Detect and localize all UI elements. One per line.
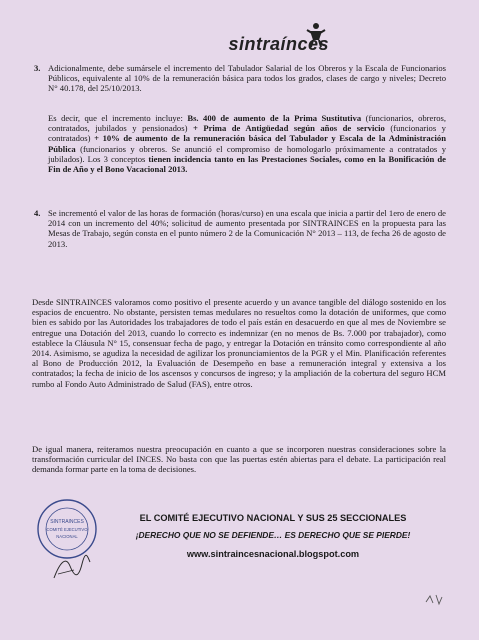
es-decir-paragraph [48,113,446,174]
stamp-text: COMITÉ EJECUTIVO [46,527,88,532]
es-decir-bold: Bs. 400 de aumento de la Prima Sustitutiva [187,113,362,123]
item-3 [34,63,446,94]
logo-text: sintraínces [228,34,329,54]
handwritten-mark-icon [424,592,444,606]
item-number: 4. [34,208,41,218]
footer-slogan: ¡DERECHO QUE NO SE DEFIENDE… ES DERECHO QUE SE PIERDE! [135,530,411,540]
footer-committee: EL COMITÉ EJECUTIVO NACIONAL Y SUS 25 SECCIONALES [139,513,407,523]
paragraph-desde: Desde SINTRAINCES valoramos como positivo el presente acuerdo y un avance tangible del diálogo sostenido en los espacios de encuentro. No obstante, persisten temas medulares no resueltos como la dotación de uniformes, que como bien es sabido por las Autoridades los trabajadores de todo el país están en desacuerdo en que al mes de Noviembre se entregue una Dotación del 2013, cuando lo correcto es indemnizar (en no menos de Bs. 7.000 por trabajador), como establece la Cláusula N° 15, consensuar fecha de pago, y entregar la Dotación en tránsito como correspondiente al año 2014. Asimismo, se agudiza la necesidad de agilizar los pronunciamientos de la PGR y el Min. Planificación referentes al Bono de Producción 2012, la Evaluación de Desempeño en base a remuneración integral y extensiva a los contratados; la fecha de inicio de los ascensos y concursos de ingreso; y la ampliación de la cobertura del seguro HCM rumbo al Fondo Auto Administrado de Salud (FAS), entre otros. [32,297,446,389]
union-stamp-icon [36,498,98,560]
es-decir-text: (funcionarios, obreros, contratados, jubilados y pensionados) [48,113,446,134]
es-decir-bold: + 10% de aumento de la remuneración básica del Tabulador y Escala de la Administración Pública [48,133,446,154]
es-decir-text: Es decir, que el incremento incluye: [48,113,188,123]
es-decir-text: (funcionarios y obreros. Se anunció el compromiso de homologarlo próximamente a contratados y jubilados). Los 3 conceptos [48,143,446,164]
item-number: 3. [34,63,41,73]
stamp-text: NACIONAL [56,534,78,539]
stamp-text: SINTRAINCES [50,519,84,525]
es-decir-text: (funcionarios y contratados) [48,123,446,144]
signature-icon [52,552,92,582]
paragraph-igual: De igual manera, reiteramos nuestra preocupación en cuanto a que se incorporen nuestras consideraciones sobre la transformación curricular del INCES. No basta con que las puertas estén abiertas para el debate. La participación real demanda formar parte en la toma de decisiones. [32,444,446,475]
item-text: Adicionalmente, debe sumársele el incremento del Tabulador Salarial de los Obreros y la Escala de Funcionarios Públicos, equivalente al 10% de la remuneración básica para todos los grados, clases de cargo y niveles; Decreto N° 40.178, del 25/10/2013. [48,63,446,94]
item-4 [34,208,446,249]
footer-url[interactable]: www.sintraincesnacional.blogspot.com [186,549,360,559]
es-decir-bold: tienen incidencia tanto en las Prestaciones Sociales, como en la Bonificación de Fin de Año y el Bono Vacacional 2013. [48,153,446,175]
item-text: Se incrementó el valor de las horas de formación (horas/curso) en una escala que inicia a partir del 1ero de enero de 2014 con un incremento del 40%; solicitud de aumento presentada por SINTRAINCES en la propuesta para las Mesas de Trabajo, según consta en el punto número 2 de la Comunicación N° 2013 – 113, de fecha 26 de agosto de 2013. [48,208,446,249]
es-decir-bold: + Prima de Antigüedad según años de servicio [192,123,385,134]
